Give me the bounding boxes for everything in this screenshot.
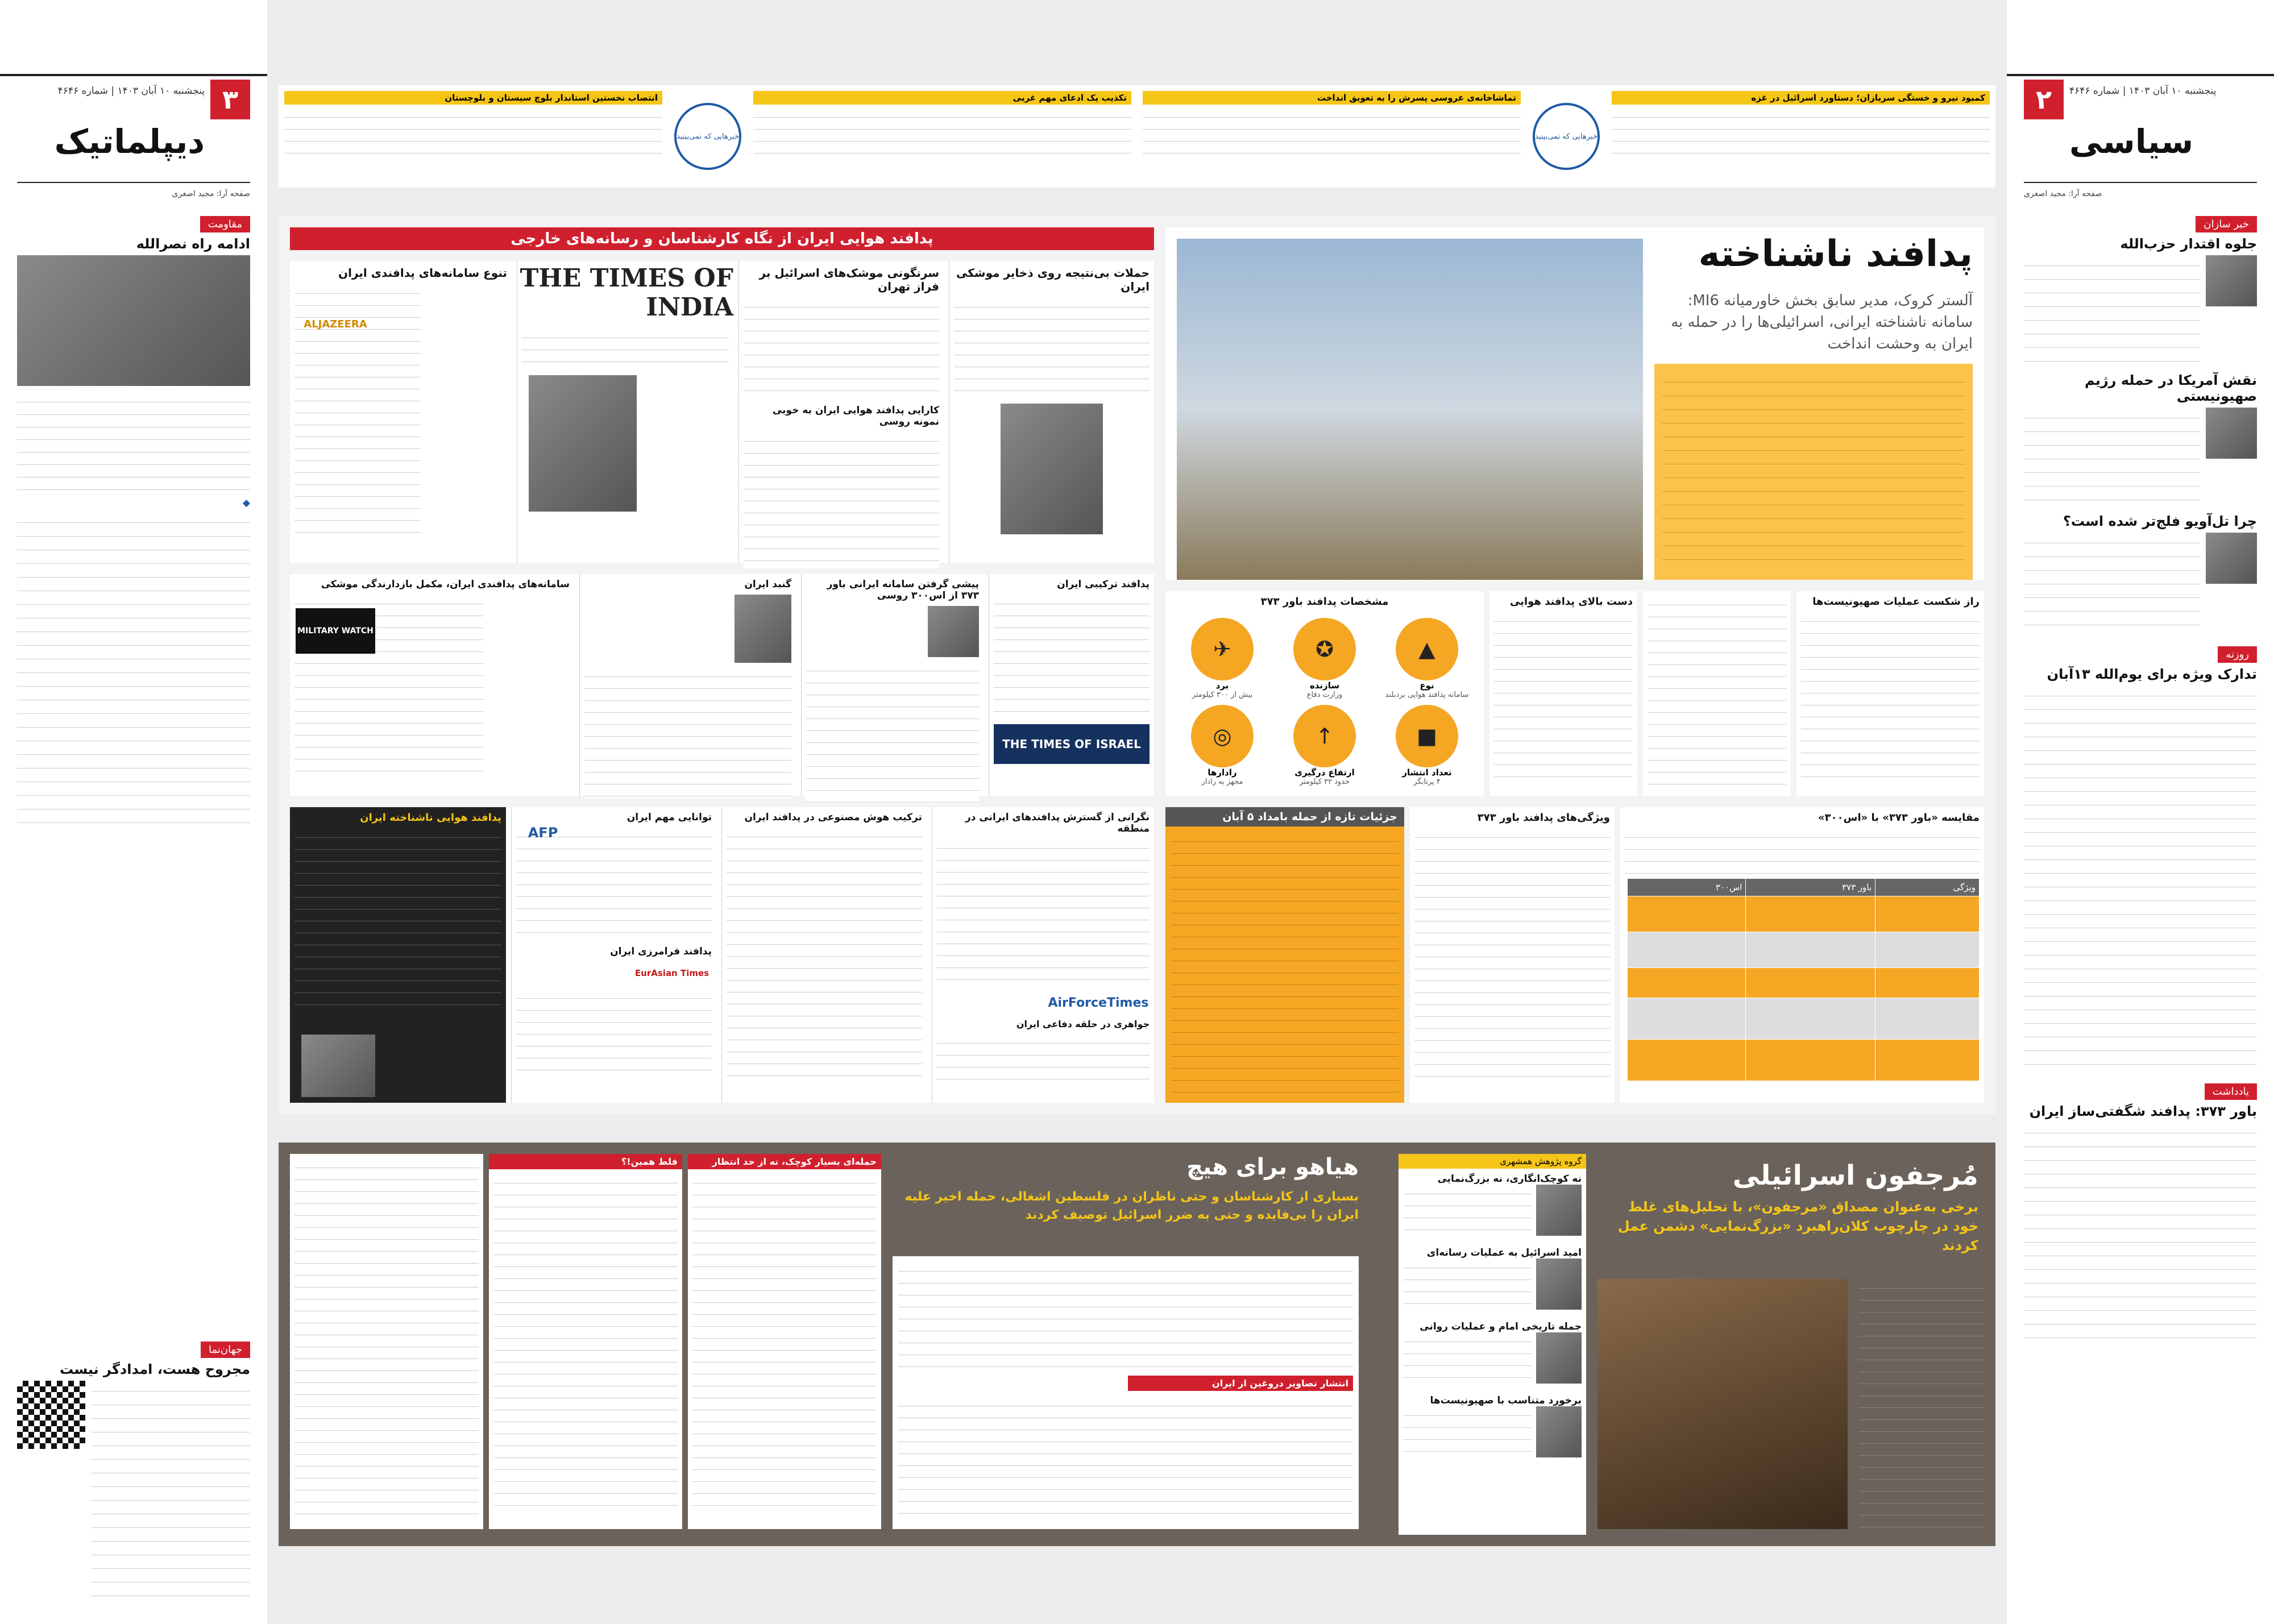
bavar-specs-infographic: مشخصات پدافند باور ۳۷۳ ▲ نوع سامانه پدافند هوایی بردبلند ✪ سازنده وزارت دفاع ✈ برد بیش از ۳۰۰ کیلومتر ■ تعداد انتشار ۴ پرتابگر ↑ ارتفاع درگیری حدود ۳۲ کیلومتر ◎ رادارها مجهز به رادار bbox=[1165, 591, 1484, 796]
launcher-icon: ▲ bbox=[1396, 618, 1458, 680]
people-column: گروه پژوهش همشهری نه کوچک‌انگاری، نه بزرگ‌نمایی امید اسرائیل به عملیات رسانه‌ای جمله تاریخی امام و عملیات روانی برخورد متناسب با صهیونیست‌ها bbox=[1399, 1154, 1586, 1535]
hayahoo-title: هیاهو برای هیچ bbox=[1186, 1154, 1359, 1180]
page-number: ۲ bbox=[2024, 80, 2064, 119]
body-text bbox=[91, 1381, 250, 1597]
stamp-icon: خبرهایی که نمی‌بینید bbox=[674, 103, 741, 170]
article-grid-top bbox=[290, 261, 1154, 563]
aljazeera-logo: ALJAZEERA bbox=[304, 318, 367, 330]
aljazeera-article: تنوع سامانه‌های پدافندی ایران ALJAZEERA bbox=[290, 261, 512, 563]
headline-2: نقش آمریکا در حمله رژیم صهیونیستی bbox=[2085, 372, 2257, 404]
spec-item: ▲ نوع سامانه پدافند هوایی بردبلند bbox=[1381, 618, 1472, 699]
top-news-strip bbox=[279, 85, 1995, 188]
attack-details-article: جزئیات تازه از حمله بامداد ۵ آبان bbox=[1165, 807, 1404, 1103]
portrait bbox=[1001, 404, 1103, 534]
secret-ops-article: راز شکست عملیات صهیونیست‌ها bbox=[1796, 591, 1984, 796]
body-text bbox=[1859, 1279, 1984, 1529]
portrait bbox=[1536, 1185, 1582, 1236]
roozneh-title: تدارک ویژه برای یوم‌الله ۱۳آبان bbox=[2047, 666, 2257, 682]
portrait bbox=[928, 606, 979, 657]
qr-code-icon[interactable] bbox=[17, 1381, 85, 1449]
body-text bbox=[2024, 1123, 2257, 1350]
portrait bbox=[1536, 1259, 1582, 1310]
editor-line: صفحه آرا: مجید اصغری bbox=[2024, 189, 2102, 198]
bottom-article bbox=[17, 1341, 250, 1597]
body-text bbox=[2024, 686, 2257, 1072]
box-3 bbox=[290, 1154, 483, 1529]
emblem-icon: ✪ bbox=[1293, 618, 1356, 680]
headline-1: جلوه اقتدار حزب‌الله bbox=[2120, 236, 2257, 252]
date-line: پنجشنبه ۱۰ آبان ۱۴۰۳ | شماره ۴۶۴۶ bbox=[2069, 85, 2217, 97]
spread-banner: پدافند هوایی ایران از نگاه کارشناسان و رسانه‌های خارجی bbox=[290, 227, 1154, 250]
date-line: پنجشنبه ۱۰ آبان ۱۴۰۳ | شماره ۴۶۴۶ bbox=[57, 85, 205, 97]
main-title: پدافند ناشناخته bbox=[1698, 233, 1973, 275]
week-article: گنبد ایران bbox=[579, 574, 796, 796]
bbc-article: حملات بی‌نتیجه روی ذخایر موشکی ایران bbox=[949, 261, 1154, 563]
article-title: مجروح هست، امدادگر نیست bbox=[60, 1361, 250, 1377]
box-2: فلط همین!؟ bbox=[489, 1154, 682, 1529]
hayahoo-body: انتشار تصاویر دروغین از ایران bbox=[893, 1256, 1359, 1529]
spec-item: ✈ برد بیش از ۳۰۰ کیلومتر bbox=[1177, 618, 1268, 699]
bavar-features-article: ویژگی‌های پدافند باور ۳۷۳ bbox=[1410, 807, 1615, 1103]
editor-line: صفحه آرا: مجید اصغری bbox=[172, 189, 250, 198]
hayahoo-subtitle: بسیاری از کارشناسان و حتی ناظران در فلسطین اشغالی، حمله اخیر علیه ایران را بی‌فایده و حتی به ضرر اسرائیل توصیف کردند bbox=[904, 1190, 1359, 1222]
cont-article bbox=[1643, 591, 1791, 796]
bottom-spread bbox=[279, 1143, 1995, 1546]
defense-spread bbox=[279, 216, 1995, 1114]
section-tag: جهان‌نما bbox=[201, 1341, 250, 1358]
tank-illustration bbox=[1597, 1279, 1848, 1529]
headline-3: چرا تل‌آویو فلج‌تر شده است؟ bbox=[2063, 513, 2257, 529]
portrait bbox=[1536, 1406, 1582, 1457]
hero-section bbox=[1165, 227, 1984, 580]
afp-logo: AFP bbox=[528, 825, 558, 841]
article-grid-middle bbox=[290, 574, 1154, 796]
bavar-range-article: پیشی گرفتن سامانه ایرانی باور ۳۷۳ از اس۳۰۰ روسی bbox=[801, 574, 984, 796]
israeli-missiles-article: سرنگونی موشک‌های اسرائیل بر فراز تهران کارایی پدافند هوایی ایران به خوبی نمونه روسی bbox=[738, 261, 944, 563]
nasrallah-article bbox=[17, 216, 250, 830]
portrait bbox=[1536, 1332, 1582, 1384]
spec-item: ■ تعداد انتشار ۴ پرتابگر bbox=[1381, 705, 1472, 786]
military-watch-logo: MILITARY WATCH bbox=[296, 608, 375, 654]
crook-article: پدافند هوایی ناشناخته ایران bbox=[290, 807, 506, 1103]
comparison-article: مقایسه «باور ۳۷۳» با «اس۳۰۰» ویژگی باور ۳۷۳ اس۳۰۰ bbox=[1620, 807, 1984, 1103]
ai-article: ترکیب هوش مصنوعی در پدافند ایران bbox=[721, 807, 927, 1103]
comparison-table: ویژگی باور ۳۷۳ اس۳۰۰ bbox=[1627, 878, 1980, 1081]
plane-icon: ✈ bbox=[1191, 618, 1254, 680]
portrait bbox=[301, 1035, 375, 1097]
eurasian-logo: EurAsian Times bbox=[634, 968, 709, 978]
top-news-item: انتصاب نخستین استاندار بلوچ سیستان و بلوچستان bbox=[284, 91, 662, 182]
stamp-icon: خبرهایی که نمی‌بینید bbox=[1533, 103, 1600, 170]
right-page-header bbox=[2007, 0, 2274, 76]
bottom-title: باور ۳۷۳: پدافند شگفتی‌ساز ایران bbox=[2029, 1103, 2257, 1119]
section-title: دیپلماتیک bbox=[54, 122, 205, 161]
box-1: حمله‌ای بسیار کوچک، نه از حد انتظار bbox=[688, 1154, 881, 1529]
portrait bbox=[2206, 533, 2257, 584]
military-watch-article: سامانه‌های پدافندی ایران، مکمل بازدارندگی موشکی MILITARY WATCH bbox=[290, 574, 574, 796]
page-number: ۳ bbox=[210, 80, 250, 119]
section-tag: روزنه bbox=[2218, 646, 2257, 663]
afp-article: توانایی مهم ایران AFP پدافند فرامرزی ایران EurAsian Times bbox=[511, 807, 716, 1103]
section-title: سیاسی bbox=[2069, 122, 2194, 161]
turkish-article: پدافند ترکیبی ایران THE TIMES OF ISRAEL bbox=[989, 574, 1154, 796]
bavar-373-photo bbox=[1177, 239, 1643, 580]
morjefoun-section bbox=[1597, 1154, 1984, 1535]
morjefoun-title: مُرجفون اسرائیلی bbox=[1732, 1160, 1978, 1191]
times-of-israel-logo: THE TIMES OF ISRAEL bbox=[994, 724, 1150, 764]
altitude-icon: ↑ bbox=[1293, 705, 1356, 767]
times-india-article bbox=[517, 261, 733, 563]
spec-item: ◎ رادارها مجهز به رادار bbox=[1177, 705, 1268, 786]
integrated-article: نگرانی از گسترش پدافندهای ایرانی در منطقه AirForceTimes جواهری در حلقه دفاعی ایران bbox=[932, 807, 1154, 1103]
bullets bbox=[17, 512, 250, 830]
section-tag: خبر سازان bbox=[2196, 216, 2257, 232]
airforce-times-logo: AirForceTimes bbox=[1048, 995, 1149, 1010]
sub-heading: ◆ bbox=[242, 497, 250, 509]
top-news-item: کمبود نیرو و خستگی سربازان؛ دستاورد اسرائیل در غزه bbox=[1612, 91, 1990, 182]
top-news-item: تماشاخانه‌ی عروسی پسرش را به تعویق انداخت bbox=[1143, 91, 1521, 182]
section-tag: یادداشت bbox=[2205, 1083, 2257, 1100]
radar-icon: ◎ bbox=[1191, 705, 1254, 767]
morjefoun-subtitle: برخی به‌عنوان مصداق «مرجفون»، با تحلیل‌های غلط خود در چارچوب کلان‌راهبرد «بزرگ‌نمایی» دشمن عمل کردند bbox=[1617, 1199, 1978, 1253]
main-subtitle: آلستر کروک، مدیر سابق بخش خاورمیانه MI6: سامانه ناشناخته ایرانی، اسرائیلی‌ها را در حمله به ایران به وحشت انداخت bbox=[1671, 292, 1973, 352]
portrait bbox=[735, 595, 791, 663]
side-boxes bbox=[290, 1154, 881, 1529]
article-title: ادامه راه نصرالله bbox=[136, 236, 250, 252]
spec-item: ↑ ارتفاع درگیری حدود ۳۲ کیلومتر bbox=[1279, 705, 1370, 786]
left-page-header bbox=[0, 0, 267, 76]
weakness-article: دست بالای پدافند هوایی bbox=[1489, 591, 1637, 796]
portrait bbox=[2206, 408, 2257, 459]
times-of-india-logo: THE TIMES OF INDIA bbox=[520, 264, 733, 322]
spec-item: ✪ سازنده وزارت دفاع bbox=[1279, 618, 1370, 699]
truck-icon: ■ bbox=[1396, 705, 1458, 767]
center-spread bbox=[267, 0, 2007, 1624]
article-grid-bottom bbox=[290, 807, 1154, 1103]
left-page bbox=[0, 0, 267, 1624]
nasrallah-photo bbox=[17, 255, 250, 386]
news-column bbox=[2024, 216, 2257, 1350]
portrait bbox=[529, 375, 637, 512]
section-tag: مقاومت bbox=[200, 216, 250, 232]
right-page bbox=[2007, 0, 2274, 1624]
hayahoo-section bbox=[290, 1154, 1370, 1535]
portrait bbox=[2206, 255, 2257, 306]
top-news-item: تکذیب یک ادعای مهم غربی bbox=[753, 91, 1131, 182]
intro-box bbox=[1654, 364, 1973, 580]
body-text bbox=[17, 392, 250, 494]
